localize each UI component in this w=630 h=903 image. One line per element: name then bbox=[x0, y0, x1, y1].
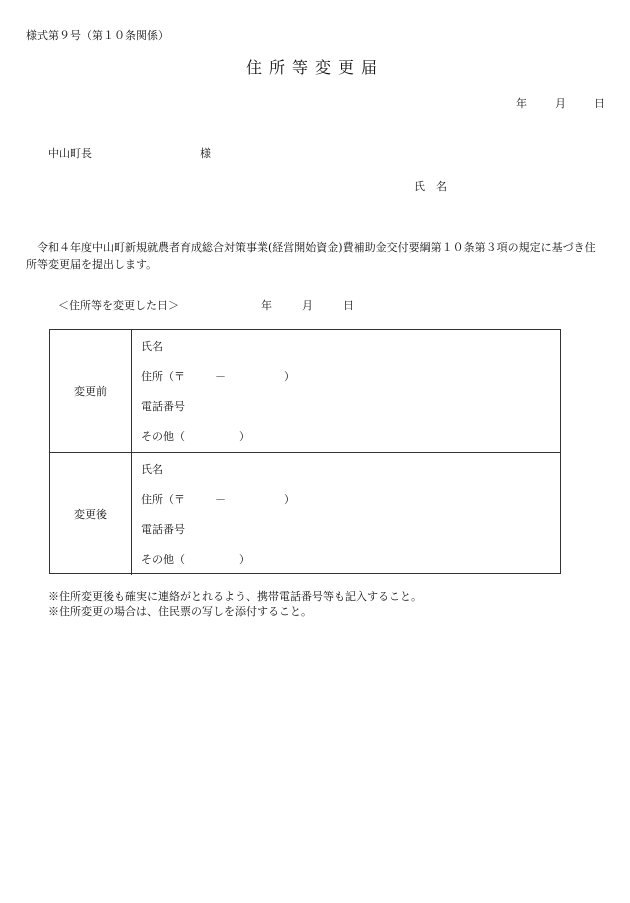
date-month-label: 月 bbox=[555, 97, 566, 110]
addressee-honorific: 様 bbox=[200, 147, 211, 160]
date-day-label: 日 bbox=[594, 97, 605, 110]
after-name-field[interactable]: 氏名 bbox=[141, 463, 163, 476]
addressee-name: 中山町長 bbox=[48, 147, 92, 160]
applicant-name-label: 氏 名 bbox=[414, 180, 447, 193]
before-change-label: 変更前 bbox=[50, 330, 132, 452]
other-close: ） bbox=[239, 430, 250, 443]
change-date-day: 日 bbox=[343, 299, 354, 312]
after-change-label: 変更後 bbox=[50, 453, 132, 575]
before-address-field[interactable] bbox=[141, 371, 295, 382]
after-phone-field[interactable]: 電話番号 bbox=[141, 523, 185, 536]
address-close: ） bbox=[284, 370, 295, 383]
after-change-section bbox=[50, 453, 560, 575]
address-close: ） bbox=[284, 493, 295, 506]
note-item: ※住所変更後も確実に連絡がとれるよう、携帯電話番号等も記入すること。 bbox=[48, 590, 422, 603]
before-change-section bbox=[50, 330, 560, 453]
after-address-field[interactable] bbox=[141, 494, 295, 505]
other-open: その他（ bbox=[141, 430, 185, 443]
document-title: 住所等変更届 bbox=[245, 58, 384, 77]
address-open: 住所（〒 bbox=[141, 493, 185, 506]
note-item: ※住所変更の場合は、住民票の写しを添付すること。 bbox=[48, 605, 312, 618]
notes bbox=[48, 589, 422, 619]
other-close: ） bbox=[239, 553, 250, 566]
submission-date bbox=[516, 98, 605, 109]
change-date-label: ＜住所等を変更した日＞ bbox=[58, 299, 179, 312]
date-year-label: 年 bbox=[516, 97, 527, 110]
postal-dash: － bbox=[215, 493, 226, 506]
before-phone-field[interactable]: 電話番号 bbox=[141, 400, 185, 413]
other-open: その他（ bbox=[141, 553, 185, 566]
address-open: 住所（〒 bbox=[141, 370, 185, 383]
change-date-year: 年 bbox=[261, 299, 272, 312]
postal-dash: － bbox=[215, 370, 226, 383]
body-text: 令和４年度中山町新規就農者育成総合対策事業(経営開始資金)費補助金交付要綱第１０条第３項の規定に基づき住所等変更届を提出します。 bbox=[26, 241, 596, 271]
change-date-row bbox=[58, 300, 354, 311]
form-number: 様式第９号（第１０条関係） bbox=[26, 29, 169, 42]
before-name-field[interactable]: 氏名 bbox=[141, 340, 163, 353]
after-other-field[interactable] bbox=[141, 554, 250, 565]
before-other-field[interactable] bbox=[141, 431, 250, 442]
change-date-month: 月 bbox=[302, 299, 313, 312]
change-table bbox=[49, 329, 561, 574]
